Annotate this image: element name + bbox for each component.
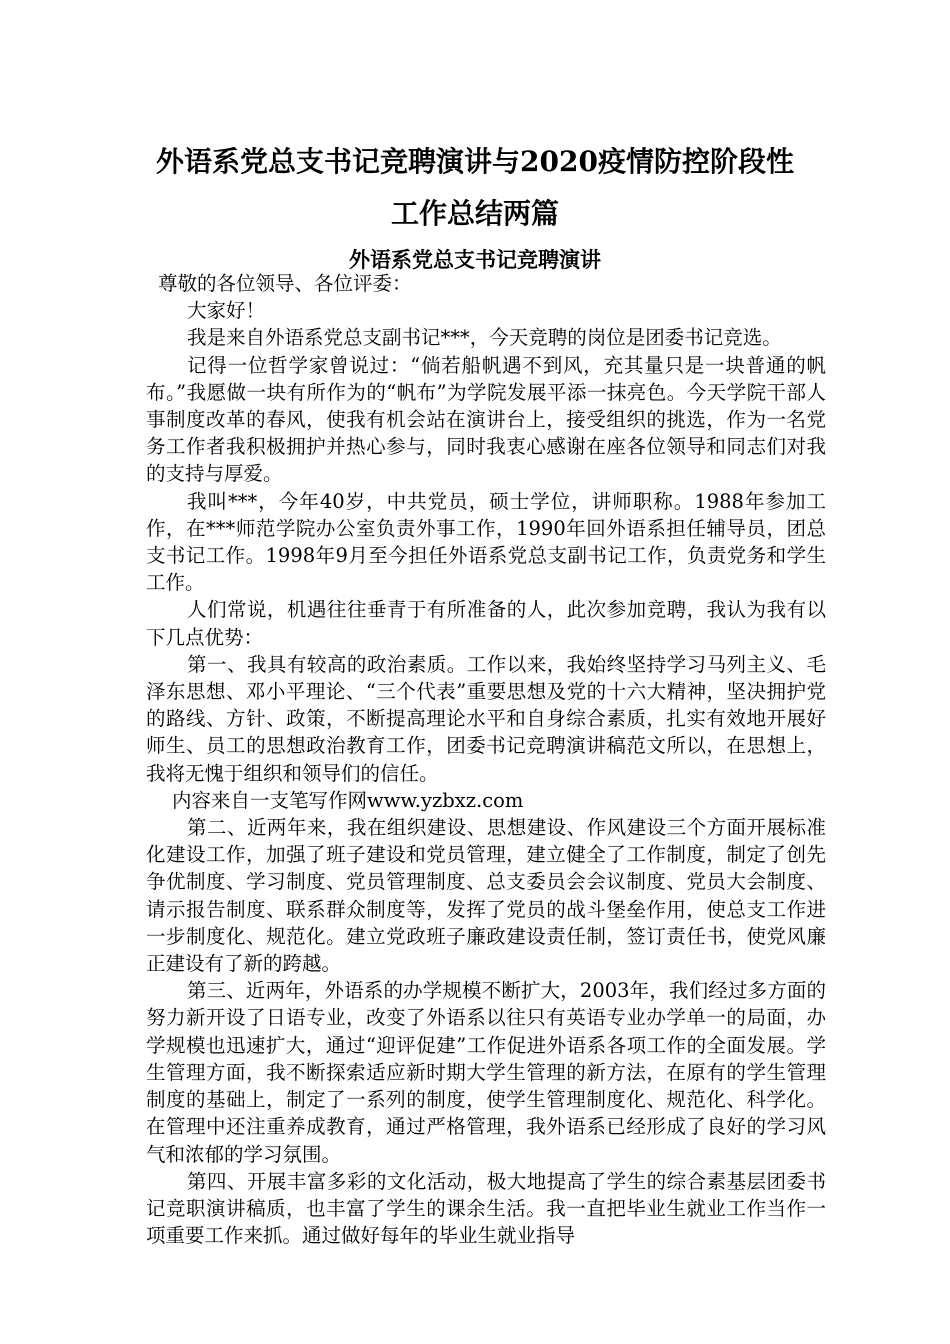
paragraph-second-point: 第二、近两年来，我在组织建设、思想建设、作风建设三个方面开展标准化建设工作，加强了班子建设和党员管理，建立健全了工作制度，制定了创先争优制度、学习制度、党员管理制度、总支委员会会议制度、党员大会制度、请示报告制度、联系群众制度等，发挥了党员的战斗堡垒作用，使总支工作进一步制度化、规范化。建立党政班子廉政建设责任制，签订责任书，使党风廉正建设有了新的跨越。 <box>146 816 826 976</box>
document-body <box>146 270 826 1249</box>
paragraph-fourth-point: 第四、开展丰富多彩的文化活动，极大地提高了学生的综合素基层团委书记竞职演讲稿质，也丰富了学生的课余生活。我一直把毕业生就业工作当作一项重要工作来抓。通过做好每年的毕业生就业指导 <box>146 1169 826 1248</box>
paragraph-first-point: 第一、我具有较高的政治素质。工作以来，我始终坚持学习马列主义、毛泽东思想、邓小平理论、“三个代表”重要思想及党的十六大精神，坚决拥护党的路线、方针、政策，不断提高理论水平和自身综合素质，扎实有效地开展好师生、员工的思想政治教育工作，团委书记竞聘演讲稿范文所以，在思想上，我将无愧于组织和领导们的信任。 <box>146 652 826 785</box>
paragraph-quote: 记得一位哲学家曾说过：“倘若船帆遇不到风，充其量只是一块普通的帆布。”我愿做一块有所作为的“帆布”为学院发展平添一抹亮色。今天学院干部人事制度改革的春风，使我有机会站在演讲台上，接受组织的挑选，作为一名党务工作者我积极拥护并热心参与，同时我衷心感谢在座各位领导和同志们对我的支持与厚爱。 <box>146 353 826 486</box>
paragraph-greeting: 大家好！ <box>187 299 266 323</box>
section-heading: 外语系党总支书记竞聘演讲 <box>349 247 601 272</box>
salutation: 尊敬的各位领导、各位评委： <box>158 272 412 295</box>
paragraph-third-point: 第三、近两年，外语系的办学规模不断扩大，2003年，我们经过多方面的努力新开设了日语专业，改变了外语系以往只有英语专业办学单一的局面，办学规模也迅速扩大，通过“迎评促建”工作促进外语系各项工作的全面发展。学生管理方面，我不断探索适应新时期大学生管理的新方法，在原有的学生管理制度的基础上，制定了一系列的制度，使学生管理制度化、规范化、科学化。在管理中还注重养成教育，通过严格管理，我外语系已经形成了良好的学习风气和浓郁的学习氛围。 <box>146 979 826 1166</box>
document-title-line-2: 工作总结两篇 <box>390 197 559 230</box>
document-title-line-1: 外语系党总支书记竞聘演讲与2020疫情防控阶段性 <box>156 145 794 178</box>
paragraph-advantages-intro: 人们常说，机遇往往垂青于有所准备的人，此次参加竞聘，我认为我有以下几点优势： <box>146 598 826 649</box>
source-line: 内容来自一支笔写作网www.yzbxz.com <box>172 788 524 812</box>
paragraph-bio: 我叫***，今年40岁，中共党员，硕士学位，讲师职称。1988年参加工作，在***师范学院办公室负责外事工作，1990年回外语系担任辅导员，团总支书记工作。1998年9月至今担任外语系党总支副书记工作，负责党务和学生工作。 <box>146 489 826 595</box>
paragraph-intro: 我是来自外语系党总支副书记***，今天竞聘的岗位是团委书记竞选。 <box>187 326 782 350</box>
